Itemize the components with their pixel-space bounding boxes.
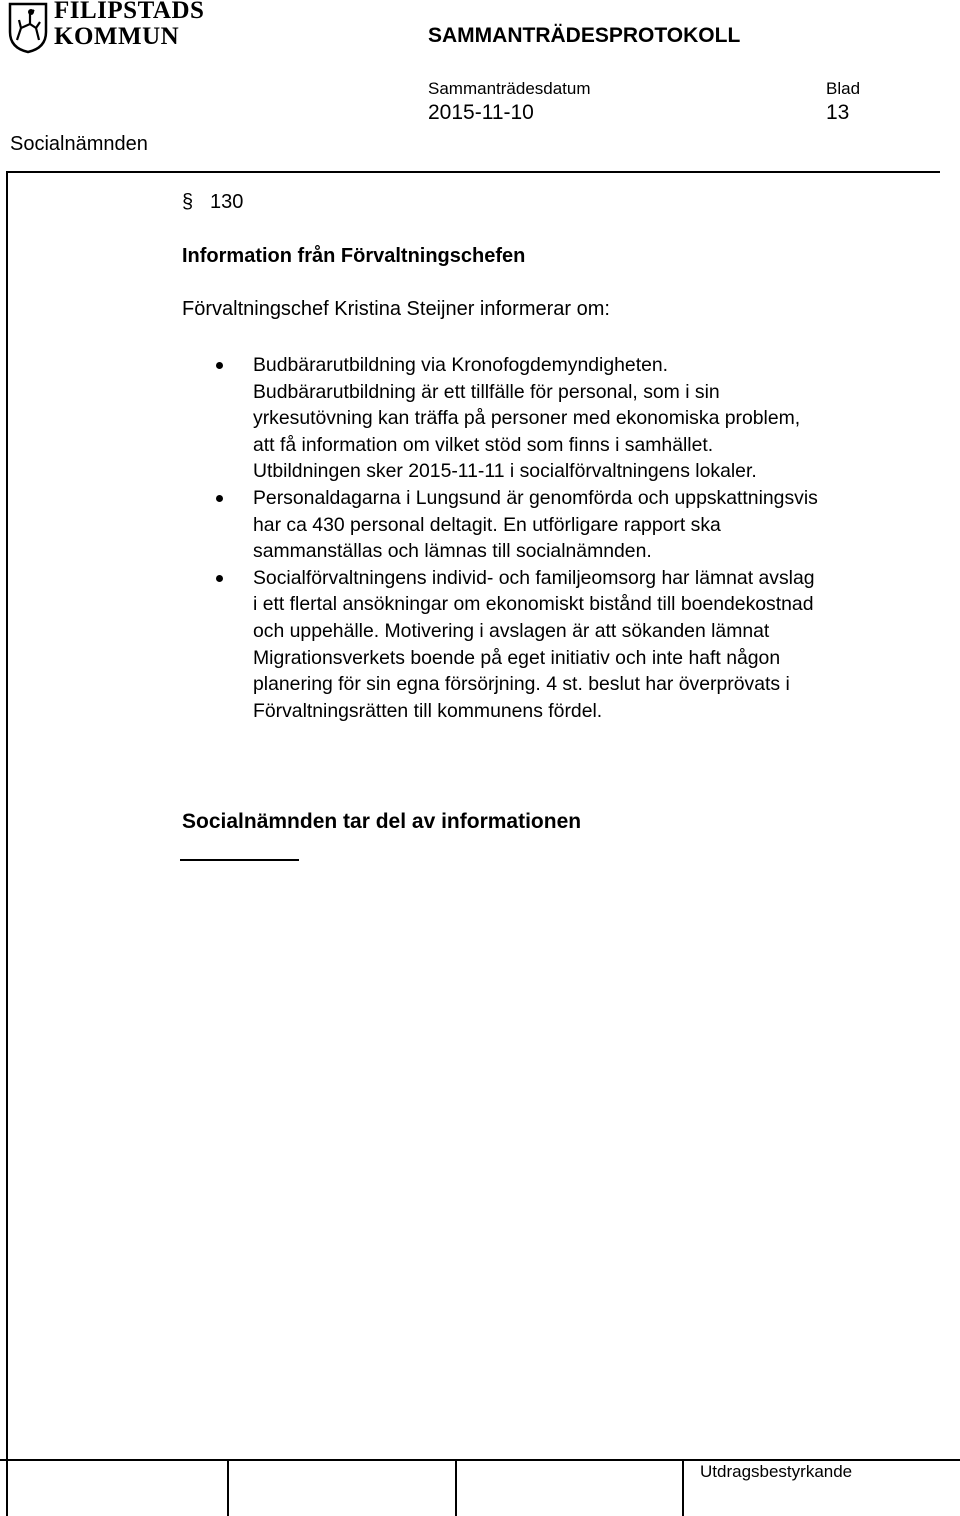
section-number: [182, 191, 243, 214]
meeting-date-label: Sammanträdesdatum: [428, 79, 591, 98]
list-item: [212, 565, 932, 725]
list-item-text: Personaldagarna i Lungsund är genomförda och uppskattningsvis har ca 430 personal deltagit. En utförligare rapport ska sammanställas och lämnas till socialnämnden.: [253, 486, 818, 563]
list-item-text: Budbärarutbildning via Kronofogdemyndigheten. Budbärarutbildning är ett tillfälle för personal, som i sin yrkesutövning kan träffa på personer med ekonomiska problem, att få information om vilket stöd som finns i samhället. Utbildningen sker 2015-11-11 i socialförvaltningens lokaler.: [253, 354, 801, 483]
municipality-logo: [8, 2, 218, 54]
signature-line: [180, 859, 299, 861]
footer-divider: [682, 1459, 684, 1516]
information-list: [212, 352, 932, 724]
logo-wordmark: [54, 0, 204, 50]
agenda-item-heading: Information från Förvaltningschefen: [182, 245, 526, 267]
footer-divider: [227, 1459, 229, 1516]
list-item: [212, 485, 932, 565]
bullet-icon: [216, 362, 223, 369]
list-item-text: Socialförvaltningens individ- och familjeomsorg har lämnat avslag i ett flertal ansökningar om ekonomiskt bistånd till boendekostnad och uppehälle. Motivering i avslagen är att sökanden lämnat Migrationsverkets boende på eget initiativ och inte haft någon planering för sin egna försörjning. 4 st. beslut har överprövats i Förvaltningsrätten till kommunens fördel.: [253, 566, 815, 722]
list-item: [212, 352, 932, 485]
section-number-value: 130: [210, 191, 244, 213]
meeting-date-value: 2015-11-10: [428, 101, 534, 124]
logo-line-2: KOMMUN: [54, 23, 180, 50]
intro-text: Förvaltningschef Kristina Steijner informerar om:: [182, 298, 610, 320]
page-label: Blad: [826, 79, 861, 98]
page-number: 13: [826, 101, 850, 124]
section-sign: §: [182, 191, 194, 213]
footer-top-border: [0, 1459, 960, 1461]
footer-divider: [6, 1459, 8, 1516]
logo-line-1: FILIPSTADS: [54, 0, 205, 24]
attestation-label: Utdragsbestyrkande: [700, 1462, 853, 1481]
decision-text: Socialnämnden tar del av informationen: [182, 810, 582, 833]
bullet-icon: [216, 495, 223, 502]
content-frame-left-border: [6, 171, 8, 1461]
coat-of-arms-icon: [8, 2, 48, 54]
document-title: SAMMANTRÄDESPROTOKOLL: [428, 24, 741, 47]
content-frame-top-border: [6, 171, 940, 173]
bullet-icon: [216, 575, 223, 582]
committee-name: Socialnämnden: [10, 133, 148, 155]
footer-divider: [455, 1459, 457, 1516]
